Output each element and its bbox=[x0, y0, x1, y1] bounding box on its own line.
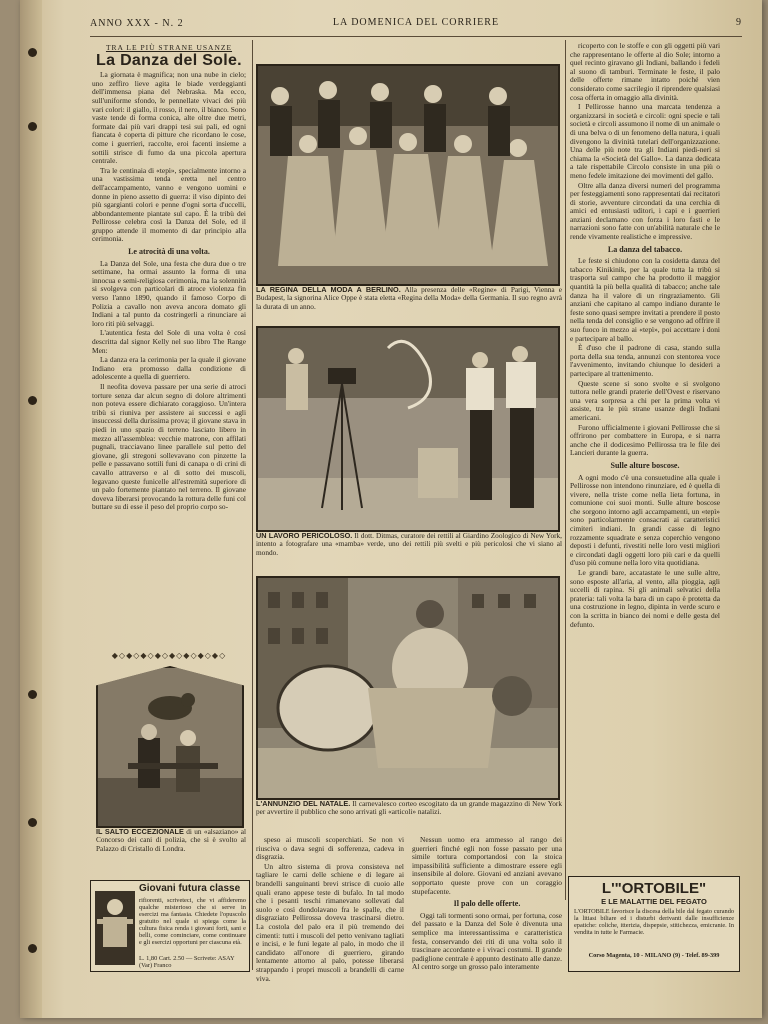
newspaper-page bbox=[20, 0, 762, 1018]
article-paragraph: La giornata è magnifica; non una nube in cielo; uno zeffiro lieve agita le biade verdeggianti dell'immensa piana del Nebraska. Ma ecco, sull'uniforme sfondo, le pennellate vivaci dei più vari colori: il giallo, il rosso, il nero, il bianco. Sono vaste tende di forma conica, alte oltre due metri, formate dai più vari drappi tesi sui pali, ed ogni fiancata è coperta di pitture che ricordano le cose, come i guerrieri, raccolte, eroi facenti insieme a sottili strisce di fumo da una piccola apertura centrale. bbox=[92, 70, 246, 166]
article-paragraph: speso ai muscoli scoperchiati. Se non vi riusciva o dava segni di sofferenza, cadeva in disgrazia. bbox=[256, 835, 404, 862]
caption-text: di un «alsaziano» al Concorso dei cani di polizia, che si è svolto al Palazzo di Cristallo di Londra. bbox=[96, 827, 246, 853]
page-number: 9 bbox=[736, 17, 742, 28]
page-binding bbox=[20, 0, 42, 1018]
article-continuation-right bbox=[412, 836, 562, 972]
ad-address: Scrivete: ASAY (Var) Franco bbox=[139, 955, 235, 969]
right-column bbox=[570, 42, 720, 870]
article-paragraph: La danza era la cerimonia per la quale il giovane Indiano era promosso dalla condizione di adolescente a quella di guerriero. bbox=[92, 355, 246, 382]
caption-moda bbox=[256, 286, 562, 311]
binding-hole bbox=[28, 944, 37, 953]
issue-info: ANNO XXX - N. 2 bbox=[90, 18, 184, 29]
article-paragraph: Le feste si chiudono con la cosidetta danza del tabacco Kinikinik, per la quale tutta la tribù si trasporta sul campo che ha prodotto il maggior quantità la più bella qualità di tabacco; anche tale danza ha il valore di un ringraziamento. Gli anziani che capitano al campo indiano durante le feste sono quasi sempre invitati a prendere il posto nella tenda del consiglio e se vengono ad offrire il suo fuoco in mezzo ai «tepì», poi accettare i doni e partecipare al ballo. bbox=[570, 256, 720, 343]
christmas-parade-illustration bbox=[258, 578, 558, 798]
article-paragraph: Tra le centinaia di «tepì», specialmente intorno a una vastissima tenda eretta nel centro dell'accampamento, vanno e vengono uomini e donne in pieno assetto di guerra: il viso dipinto dei più sgargianti colori e penne d'ogni sorta d'uccelli, abbondantemente piantate sul capo. È la tribù dei Pellirosse celebra così la Danza del Sole, ed il gruppo attende il momento di dar principio alla cerimonia. bbox=[92, 165, 246, 244]
caption-title: L'ANNUNZIO DEL NATALE. bbox=[256, 799, 351, 808]
binding-hole bbox=[28, 818, 37, 827]
section-heading: Le atrocità di una volta. bbox=[128, 247, 210, 257]
ad-giovani bbox=[90, 880, 250, 972]
ad-subtitle: E LE MALATTIE DEL FEGATO bbox=[601, 897, 707, 906]
ornament-divider: ◆◇◆◇◆◇◆◇◆◇◆◇◆◇◆◇ bbox=[111, 651, 227, 660]
article-kicker: TRA LE PIÙ STRANE USANZE bbox=[105, 43, 233, 52]
ad-price: L. 1,80 Cart. 2.50 bbox=[139, 955, 185, 962]
article-paragraph: Il neofita doveva passare per una serie di atroci torture senza dar alcun segno di dolore altrimenti non poteva essere dichiarato coraggioso. Un'intera tribù si riuniva per assistere ai successi e agli insuccessi della durissima prova; il giovane stava in piedi in uno spazio di terreno lasciato libero in mezzo all'assemblea: vecchie matrone, con affilati pugnali, tracciavano linee parallele sul petto del giovane, gli stregoni sollevavano con pinzette la pelle e passavano sottili funi di canapa o di crini di cavallo attraverso e al di sotto dei muscoli, legavano queste funicelle all'estremità superiore di un palo fortemente piantato nel terreno. Il giovane doveva liberarsi provocando la rottura delle funi col buttare su di esse il peso del proprio corpo so- bbox=[92, 381, 246, 512]
section-heading: Il palo delle offerte. bbox=[453, 899, 521, 909]
photo-moda bbox=[256, 64, 560, 286]
fashion-queens-illustration bbox=[258, 66, 558, 284]
article-title: La Danza del Sole. bbox=[96, 51, 242, 69]
column-rule bbox=[252, 40, 253, 970]
photo-pericoloso bbox=[256, 326, 560, 532]
caption-title: IL SALTO ECCEZIONALE bbox=[96, 827, 184, 836]
article-column bbox=[92, 42, 246, 662]
athlete-illustration bbox=[95, 891, 135, 965]
article-paragraph: L'autentica festa del Sole di una volta è così descritta dal signor Kelly nel suo libro The Range Men: bbox=[92, 328, 246, 355]
caption-title: UN LAVORO PERICOLOSO. bbox=[256, 531, 353, 540]
article-paragraph: La Danza del Sole, una festa che dura due o tre settimane, ha ormai assunto la forma di una innocua e semi-religiosa cerimonia, ma la solennità si svolgeva con particolari di atroce violenza fin verso l'anno 1890, quando il famoso Corpo di Polizia a cavallo non aveva ancora domato gli Indiani a tal punto da costringerli a rinunciare ai loro riti più selvaggi. bbox=[92, 258, 246, 328]
ad-text: L'ORTOBILE favorisce la discesa della bile dal fegato curando la litiasi biliare ed i disturbi derivanti dalle insufficienze epatiche: coliche, itterizia, dispepsie, stitichezza, emicranie. In vendita in tutte le Farmacie. bbox=[574, 908, 734, 936]
article-paragraph: ricoperto con le stoffe e con gli oggetti più vari che rappresentano le offerte al dio Sole; intorno a quel recinto giravano gli Indiani, ballando i fedeli al suono di tamburi. Terminate le feste, il palo delle offerte rimane intatto poiché vien considerato come sacrilegio il riprendere qualsiasi cosa offerta in omaggio alla divinità. bbox=[570, 41, 720, 102]
ad-text: rifiorenti, scriveteci, che vi affideremo qualche misterioso che si serve in esercizi ma fantasia. Chiedete l'opuscolo gratuito nel quale si spiega come la cultura fisica renda i giovani forti, sani e belli, come cominciare, come continuare e gli esercizi opportuni per ciascuna età. bbox=[139, 897, 246, 946]
section-heading: Sulle alture boscose. bbox=[610, 460, 680, 470]
ad-footer: L. 1,80 Cart. 2.50 — Scrivete: ASAY (Var) Franco bbox=[139, 955, 235, 969]
section-heading: La danza del tabacco. bbox=[607, 244, 683, 254]
caption-natale bbox=[256, 800, 562, 817]
article-paragraph: A ogni modo c'è una consuetudine alla quale i Pellirosse non intendono rinunziare, ed è quella di vivere, nella triste come nella lieta fortuna, in comunione coi suoi monti. Sulle alture boscose che sorgono intorno agli accampamenti, un «tepì» sono particolarmente consacrati ai caratteristici cimiteri indiani. In grandi casse di legno rozzamente squadrate e senza coperchio vengono deposti i defunti, rivestiti nelle loro vesti migliori e circondati dagli oggetti loro più cari e da quelli d'uso più comune nella loro vita quotidiana. bbox=[570, 472, 720, 568]
binding-hole bbox=[28, 48, 37, 57]
caption-text: Il carnevalesco corteo escogitato da un grande magazzino di New York per avvertire il pubblico che sono arrivati gli «articoli» natalizi. bbox=[256, 799, 562, 817]
column-rule bbox=[565, 40, 566, 900]
binding-hole bbox=[28, 396, 37, 405]
binding-hole bbox=[28, 690, 37, 699]
binding-hole bbox=[28, 122, 37, 131]
caption-text: Alla presenza delle «Regine» di Parigi, Vienna e Budapest, la signorina Alice Oppe è stata eletta «Regina della Moda» della Germania. Il suo regno avrà la durata di un anno. bbox=[256, 285, 563, 311]
article-paragraph: I Pellirosse hanno una marcata tendenza a organizzarsi in società e circoli: ogni specie e tali società e circoli assumono il nome di un animale o di una belva o di un fenomeno della natura, i quali divengono la divinità tutelari dell'organizzazione. Una delle più note tra gli Indiani piedi-neri si chiama la «Società del Gallo». La danza dedicata a tale rispettabile Circolo consiste in una più o meno fedele imitazione dei movimenti del gallo. bbox=[570, 102, 720, 180]
page-header bbox=[90, 14, 742, 37]
article-paragraph: Le grandi bare, accatastate le une sulle altre, sono esposte all'aria, al vento, alla pioggia, agli uccelli di rapina. Si gli animali selvatici della prateria: tali volta la bara di un capo è protetta da una costruzione in legno, dipinta in verde scuro e con la scritta in bianco dei nomi e delle gesta del defunto. bbox=[570, 568, 720, 629]
article-paragraph: È d'uso che il padrone di casa, stando sulla porta della sua tenda, annunzi con stentorea voce l'avvenimento, invitando chiunque lo desideri a partecipare al trattenimento. bbox=[570, 343, 720, 378]
caption-pericoloso bbox=[256, 532, 562, 557]
photo-salto bbox=[96, 666, 244, 828]
ad-address: Corso Magenta, 10 - MILANO (9) - Telef. 89-399 bbox=[588, 952, 720, 959]
article-paragraph: Queste scene si sono svolte e si svolgono tuttora nelle grandi praterie dell'Ovest e riservano una vera sorpresa a chi per la prima volta vi assiste, tra le più strane usanze degli Indiani americani. bbox=[570, 378, 720, 422]
ad-title: L'"ORTOBILE" bbox=[601, 880, 707, 897]
snake-photographing-illustration bbox=[258, 328, 558, 530]
article-paragraph: Un altro sistema di prova consisteva nel tagliare le carni delle schiene e di legare ai brandelli sanguinanti brevi strisce di cuoio alle quali erano appese teste di bufalo. In tal modo che i pesanti teschi rimanevano sollevati dal suolo e così dondolavano fra le spalle, che il disgraziato Pellirossa doveva trascinarsi dietro. La costola del palo era il più tremendo dei cimenti: tutti i muscoli del petto venivano tagliati e incisi, e le funi legate al palo, in modo che il candidato all'onore di guerriero, girando lentamente attorno al palo, potesse liberarsi strappando i propri muscoli a brandelli di carne viva. bbox=[256, 861, 404, 983]
article-paragraph: Oltre alla danza diversi numeri del programma per festeggiamenti sono rappresentati dai recitatori di storie, avventure circondati da una cerchia di amici ed entusiasti uditori, i capi e i guerrieri anziani declamano con forza i loro fasti e le narrazioni sono fatte con un'abilità naturale che le rende vivamente realistiche e impressive. bbox=[570, 180, 721, 242]
ad-title: Giovani futura classe bbox=[139, 883, 241, 894]
ad-ortobile bbox=[568, 876, 740, 972]
caption-salto bbox=[96, 828, 246, 853]
photo-natale bbox=[256, 576, 560, 800]
caption-title: LA REGINA DELLA MODA A BERLINO. bbox=[256, 285, 401, 294]
caption-text: Il dott. Ditmas, curatore dei rettili al Giardino Zoologico di New York, intento a fotografare una «mamba» verde, uno dei rettili più svelti e più pericolosi che vi siano al mondo. bbox=[256, 531, 562, 557]
dog-jump-illustration bbox=[98, 668, 242, 826]
article-continuation-left bbox=[256, 835, 404, 983]
article-paragraph: Oggi tali tormenti sono ormai, per fortuna, cose del passato e la Danza del Sole è divenuta una semplice ma interessantissima e caratteristica festa, conservando dei riti di una volta solo il trascinare accordante e i vivaci costumi. Il grande padiglione centrale è appunto destinato alle danze. Al centro sorge un grosso palo interamente bbox=[412, 910, 562, 972]
article-paragraph: Furono ufficialmente i giovani Pellirosse che si offrirono per combattere in Europa, e si narra anche che il dodicesimo Pellirossa tra le file dei Lancieri durante la guerra. bbox=[570, 422, 720, 458]
masthead: LA DOMENICA DEL CORRIERE bbox=[332, 17, 500, 28]
article-paragraph: Nessun uomo era ammesso al rango dei guerrieri finché egli non fosse passato per una simile tortura comportandosi con la stoica impassibilità sufficiente a dimostrare essere egli insensibile al dolore. Giovani ed anziani avevano sopportato queste prove con un coraggio stupefacente. bbox=[412, 835, 562, 896]
